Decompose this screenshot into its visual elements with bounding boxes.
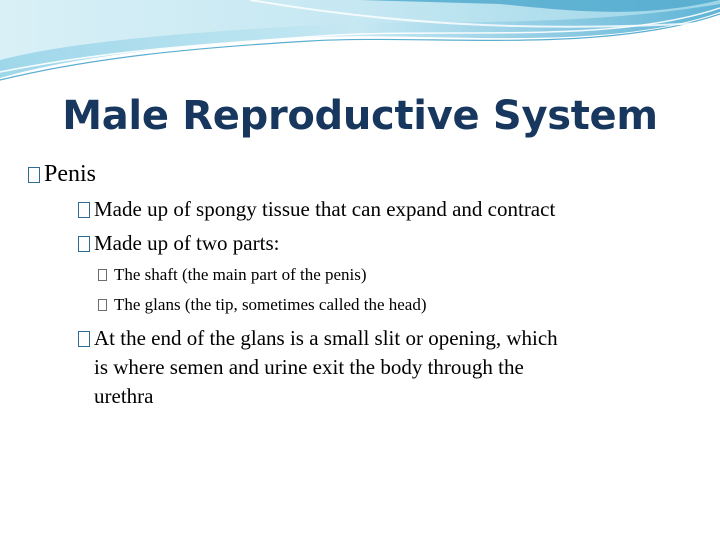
bullet-box-icon [28,167,40,183]
slide-title: Male Reproductive System [62,93,658,139]
subbullet-glans-text: The glans (the tip, sometimes called the head) [114,295,427,314]
subbullet-shaft [98,264,367,286]
bullet-point-3-line-2: is where semen and urine exit the body through the [94,355,524,379]
subbullet-glans [98,294,427,316]
bullet-point-2 [78,230,279,256]
bullet-box-icon [78,236,90,252]
wave-header-decoration [0,0,720,100]
bullet-point-1 [78,196,555,222]
subbullet-shaft-text: The shaft (the main part of the penis) [114,265,367,284]
bullet-box-icon [78,202,90,218]
bullet-point-3-line-3: urethra [94,384,154,408]
bullet-penis-label: Penis [44,161,97,187]
bullet-point-1-text: Made up of spongy tissue that can expand and contract [94,197,556,221]
bullet-point-2-text: Made up of two parts: [94,231,280,255]
bullet-box-icon [78,331,90,347]
bullet-point-3-line-1: At the end of the glans is a small slit or opening, which [94,326,558,350]
subbullet-box-icon [98,299,107,311]
bullet-penis [28,160,96,188]
bullet-point-3 [78,324,678,411]
subbullet-box-icon [98,269,107,281]
